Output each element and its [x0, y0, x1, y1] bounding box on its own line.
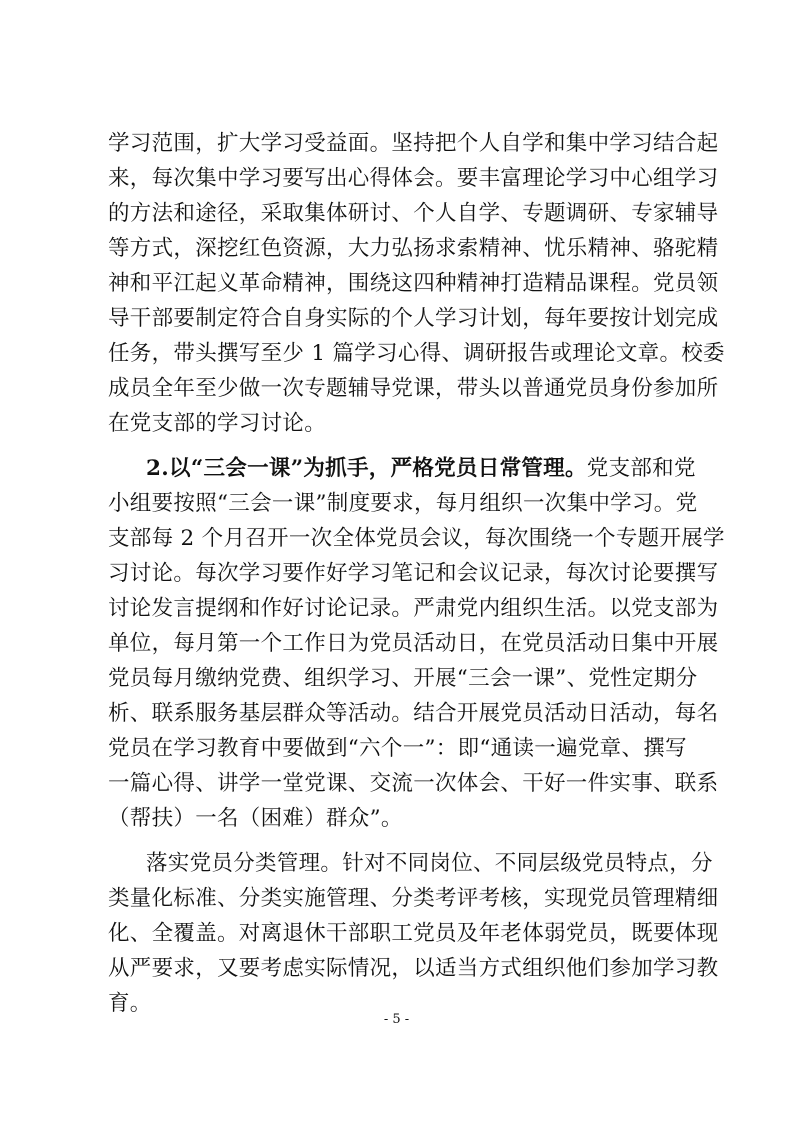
text-line: 来，每次集中学习要写出心得体会。要丰富理论学习中心组学习 [108, 166, 719, 191]
text-line: 类量化标准、分类实施管理、分类考评考核，实现党员管理精细 [108, 886, 719, 911]
text-line: 落实党员分类管理。针对不同岗位、不同层级党员特点，分 [146, 851, 713, 876]
text-line: 从严要求，又要考虑实际情况，以适当方式组织他们参加学习教 [108, 956, 719, 981]
text-line: 党员在学习教育中要做到“六个一”：即“通读一遍党章、撰写 [108, 736, 687, 761]
text-line: 育。 [108, 991, 152, 1016]
text-line: 的方法和途径，采取集体研讨、个人自学、专题调研、专家辅导 [108, 201, 719, 226]
text-line: 任务，带头撰写至少 1 篇学习心得、调研报告或理论文章。校委 [108, 341, 725, 366]
text-line: 导干部要制定符合自身实际的个人学习计划，每年要按计划完成 [108, 306, 719, 331]
text-line: 支部每 2 个月召开一次全体党员会议，每次围绕一个专题开展学 [108, 526, 725, 551]
paragraph [108, 846, 719, 1021]
text-line: 在党支部的学习讨论。 [108, 411, 327, 436]
text-line: （帮扶）一名（困难）群众”。 [108, 806, 403, 831]
text-line: 析、联系服务基层群众等活动。结合开展党员活动日活动，每名 [108, 701, 719, 726]
text-line: 讨论发言提纲和作好讨论记录。严肃党内组织生活。以党支部为 [108, 596, 719, 621]
heading-continuation: 党支部和党 [586, 456, 696, 481]
text-line: 等方式，深挖红色资源，大力弘扬求索精神、忧乐精神、骆驼精 [108, 236, 719, 261]
text-line: 化、全覆盖。对离退休干部职工党员及年老体弱党员，既要体现 [108, 921, 719, 946]
text-line: 成员全年至少做一次专题辅导党课，带头以普通党员身份参加所 [108, 376, 719, 401]
text-line: 单位，每月第一个工作日为党员活动日，在党员活动日集中开展 [108, 631, 719, 656]
text-line: 神和平江起义革命精神，围绕这四种精神打造精品课程。党员领 [108, 271, 719, 296]
text-line: 学习范围，扩大学习受益面。坚持把个人自学和集中学习结合起 [108, 131, 719, 156]
text-line: 小组要按照“三会一课”制度要求，每月组织一次集中学习。党 [108, 491, 698, 516]
body-text [108, 126, 725, 1021]
page-number: - 5 - [383, 1012, 410, 1027]
text-line [108, 451, 696, 486]
section-heading: 2.以“三会一课”为抓手，严格党员日常管理。 [146, 456, 587, 481]
paragraph [108, 451, 725, 836]
text-line: 党员每月缴纳党费、组织学习、开展“三会一课”、党性定期分 [108, 666, 698, 691]
text-line: 习讨论。每次学习要作好学习笔记和会议记录，每次讨论要撰写 [108, 561, 719, 586]
text-line: 一篇心得、讲学一堂党课、交流一次体会、干好一件实事、联系 [108, 771, 719, 796]
paragraph [108, 126, 725, 441]
